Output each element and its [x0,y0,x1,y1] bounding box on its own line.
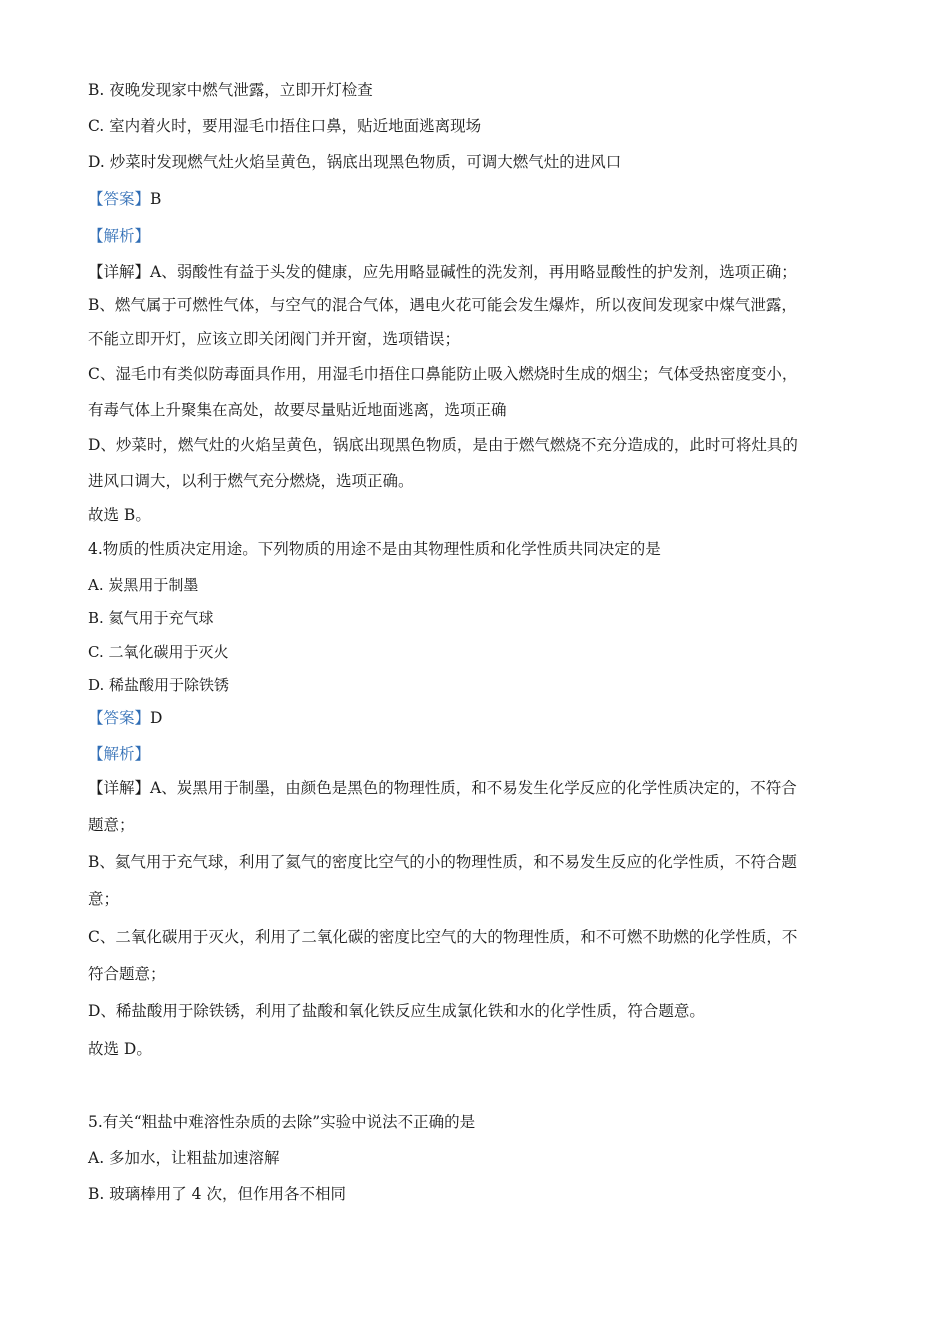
answer-value: D [150,709,163,727]
q4-detail-line: 符合题意； [88,965,166,983]
q4-option-c: C. 二氧化碳用于灭火 [88,643,229,661]
q3-detail-line: 不能立即开灯，应该立即关闭阀门并开窗，选项错误； [88,330,461,348]
q4-conclusion: 故选 D。 [88,1040,152,1058]
q3-option-d: D. 炒菜时发现燃气灶火焰呈黄色，锅底出现黑色物质，可调大燃气灶的进风口 [88,153,622,171]
q5-stem: 5.有关“粗盐中难溶性杂质的去除”实验中说法不正确的是 [88,1113,476,1131]
q3-detail-line: 进风口调大，以利于燃气充分燃烧，选项正确。 [88,472,414,490]
answer-label: 【答案】 [88,190,151,208]
q3-detail-line: 【详解】A、弱酸性有益于头发的健康，应先用略显碱性的洗发剂，再用略显酸性的护发剂，选项正确； [88,263,797,281]
q4-detail-line: B、氦气用于充气球，利用了氦气的密度比空气的小的物理性质，和不易发生反应的化学性质，不符合题 [88,853,797,871]
q3-answer [88,189,161,209]
q4-detail-line: C、二氧化碳用于灭火，利用了二氧化碳的密度比空气的大的物理性质，和不可燃不助燃的化学性质，不 [88,928,798,946]
q4-option-b: B. 氦气用于充气球 [88,609,214,627]
answer-label: 【答案】 [88,709,151,727]
q4-detail-line: 【详解】A、炭黑用于制墨，由颜色是黑色的物理性质，和不易发生化学反应的化学性质决定的，不符合 [88,779,797,797]
q3-option-c: C. 室内着火时，要用湿毛巾捂住口鼻，贴近地面逃离现场 [88,117,482,135]
q3-detail-line: C、湿毛巾有类似防毒面具作用，用湿毛巾捂住口鼻能防止吸入燃烧时生成的烟尘；气体受热密度变小， [88,365,798,383]
q4-answer [88,708,162,728]
answer-value: B [150,190,162,208]
q3-detail-line: B、燃气属于可燃性气体，与空气的混合气体，遇电火花可能会发生爆炸，所以夜间发现家中煤气泄露， [88,296,797,314]
q3-option-b: B. 夜晚发现家中燃气泄露，立即开灯检查 [88,81,373,99]
q3-detail-line: 有毒气体上升聚集在高处，故要尽量贴近地面逃离，选项正确 [88,401,507,419]
q4-detail-line: 意； [88,890,120,908]
q4-detail-line: D、稀盐酸用于除铁锈，利用了盐酸和氧化铁反应生成氯化铁和水的化学性质，符合题意。 [88,1002,705,1020]
q4-analysis-label: 【解析】 [88,745,151,763]
q4-option-a: A. 炭黑用于制墨 [88,576,199,594]
q5-option-b: B. 玻璃棒用了 4 次，但作用各不相同 [88,1185,346,1203]
q4-detail-line: 题意； [88,816,135,834]
q3-conclusion: 故选 B。 [88,506,151,524]
q3-analysis-label: 【解析】 [88,227,151,245]
q3-detail-line: D、炒菜时，燃气灶的火焰呈黄色，锅底出现黑色物质，是由于燃气燃烧不充分造成的，此时可将灶具的 [88,436,798,454]
q4-stem: 4.物质的性质决定用途。下列物质的用途不是由其物理性质和化学性质共同决定的是 [88,540,661,558]
q5-option-a: A. 多加水，让粗盐加速溶解 [88,1149,280,1167]
q4-option-d: D. 稀盐酸用于除铁锈 [88,676,230,694]
